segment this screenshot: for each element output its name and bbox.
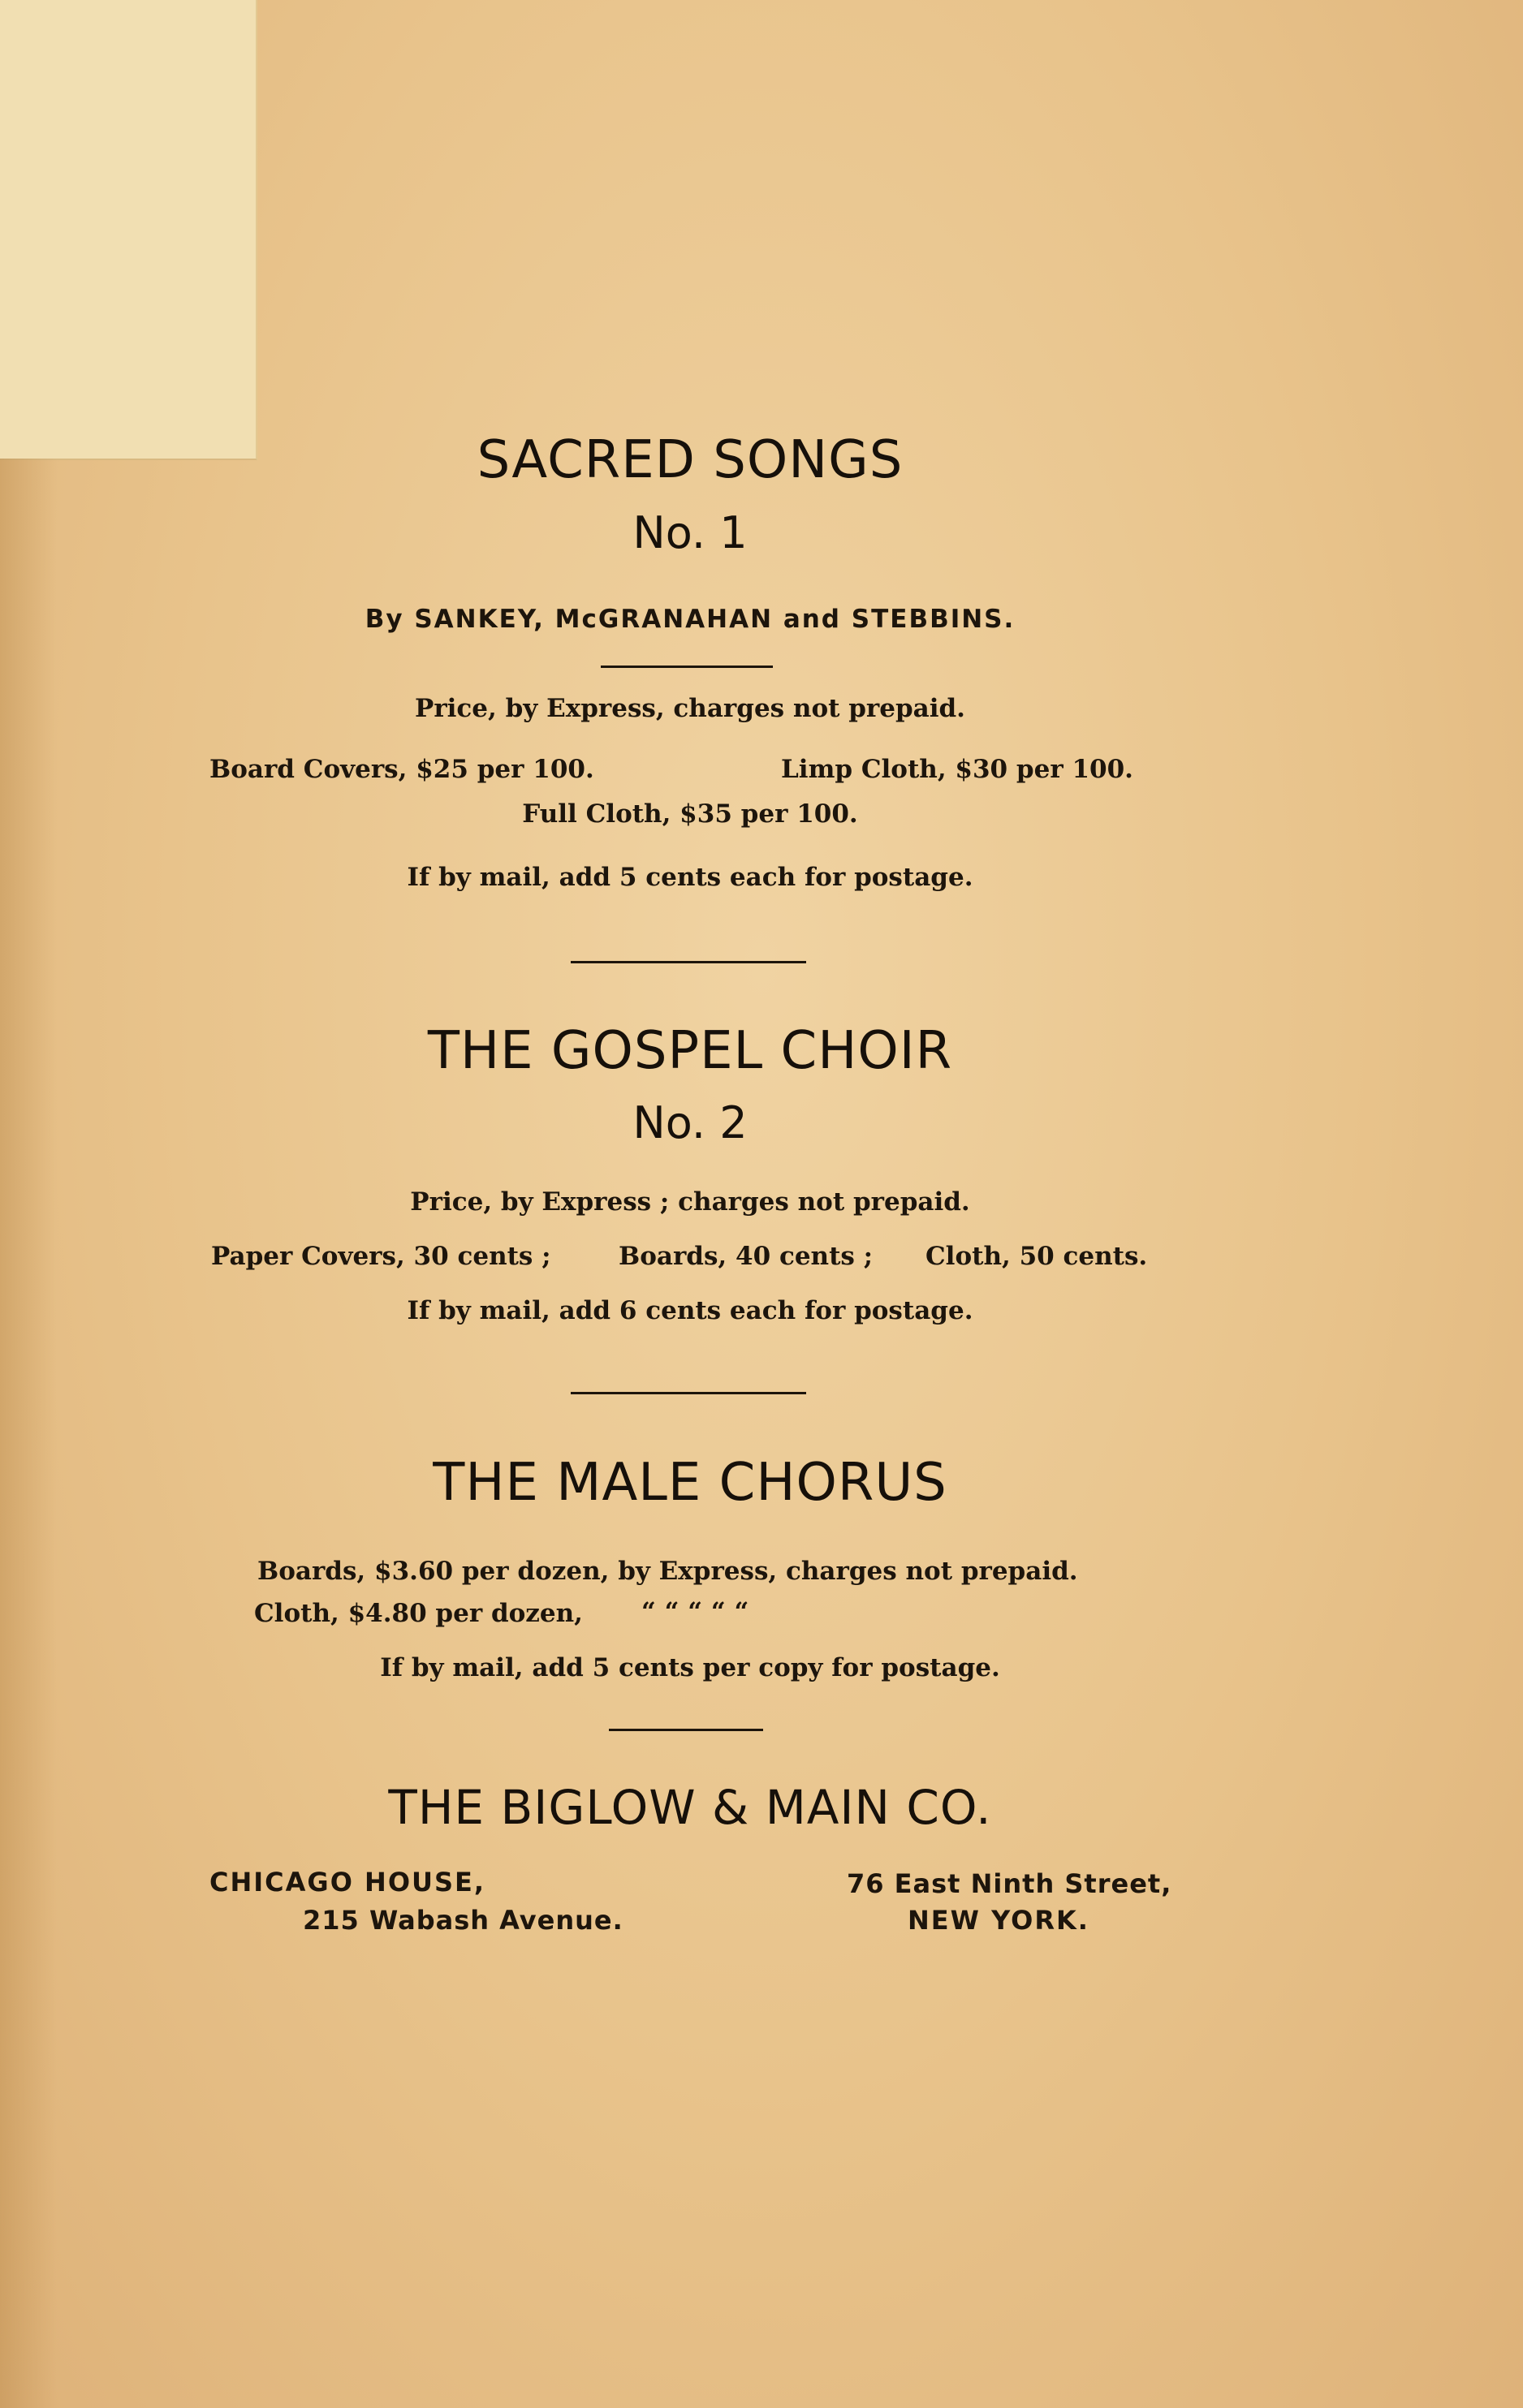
- section-rule: [601, 666, 773, 668]
- gospel-choir-mail-note: If by mail, add 6 cents each for postage.: [407, 1296, 973, 1325]
- sacred-songs-full-cloth: Full Cloth, $35 per 100.: [522, 799, 858, 829]
- male-chorus-boards-line: Boards, $3.60 per dozen, by Express, charges not prepaid.: [257, 1557, 1078, 1586]
- chicago-house-label: CHICAGO HOUSE,: [209, 1867, 486, 1898]
- gospel-choir-price-note: Price, by Express ; charges not prepaid.: [410, 1187, 970, 1217]
- male-chorus-title: THE MALE CHORUS: [433, 1453, 947, 1513]
- sacred-songs-mail-note: If by mail, add 5 cents each for postage.: [407, 863, 973, 892]
- male-chorus-ditto-marks: “ “ “ “ “: [641, 1597, 749, 1626]
- gospel-choir-number: No. 2: [632, 1097, 748, 1148]
- section-rule: [609, 1729, 763, 1731]
- section-rule: [571, 1392, 806, 1394]
- gospel-choir-boards: Boards, 40 cents ;: [619, 1242, 874, 1271]
- sacred-songs-number: No. 1: [632, 507, 748, 558]
- chicago-address: 215 Wabash Avenue.: [303, 1905, 623, 1936]
- publisher-name: THE BIGLOW & MAIN CO.: [388, 1780, 992, 1835]
- male-chorus-mail-note: If by mail, add 5 cents per copy for postage.: [380, 1653, 1000, 1682]
- sacred-songs-price-note: Price, by Express, charges not prepaid.: [415, 694, 965, 723]
- sacred-songs-limp-cloth: Limp Cloth, $30 per 100.: [781, 755, 1133, 784]
- gospel-choir-paper-covers: Paper Covers, 30 cents ;: [211, 1242, 551, 1271]
- gospel-choir-cloth: Cloth, 50 cents.: [925, 1242, 1148, 1271]
- pasted-paper-strip: [0, 0, 257, 460]
- binding-edge-shade: [0, 459, 57, 2408]
- sacred-songs-authors: By SANKEY, McGRANAHAN and STEBBINS.: [365, 605, 1016, 634]
- male-chorus-cloth-line: Cloth, $4.80 per dozen,: [254, 1599, 583, 1628]
- sacred-songs-board-covers: Board Covers, $25 per 100.: [209, 755, 594, 784]
- section-rule: [571, 961, 806, 963]
- ny-address: 76 East Ninth Street,: [847, 1868, 1172, 1899]
- ny-city: NEW YORK.: [908, 1905, 1089, 1936]
- sacred-songs-title: SACRED SONGS: [477, 430, 904, 490]
- gospel-choir-title: THE GOSPEL CHOIR: [427, 1021, 953, 1081]
